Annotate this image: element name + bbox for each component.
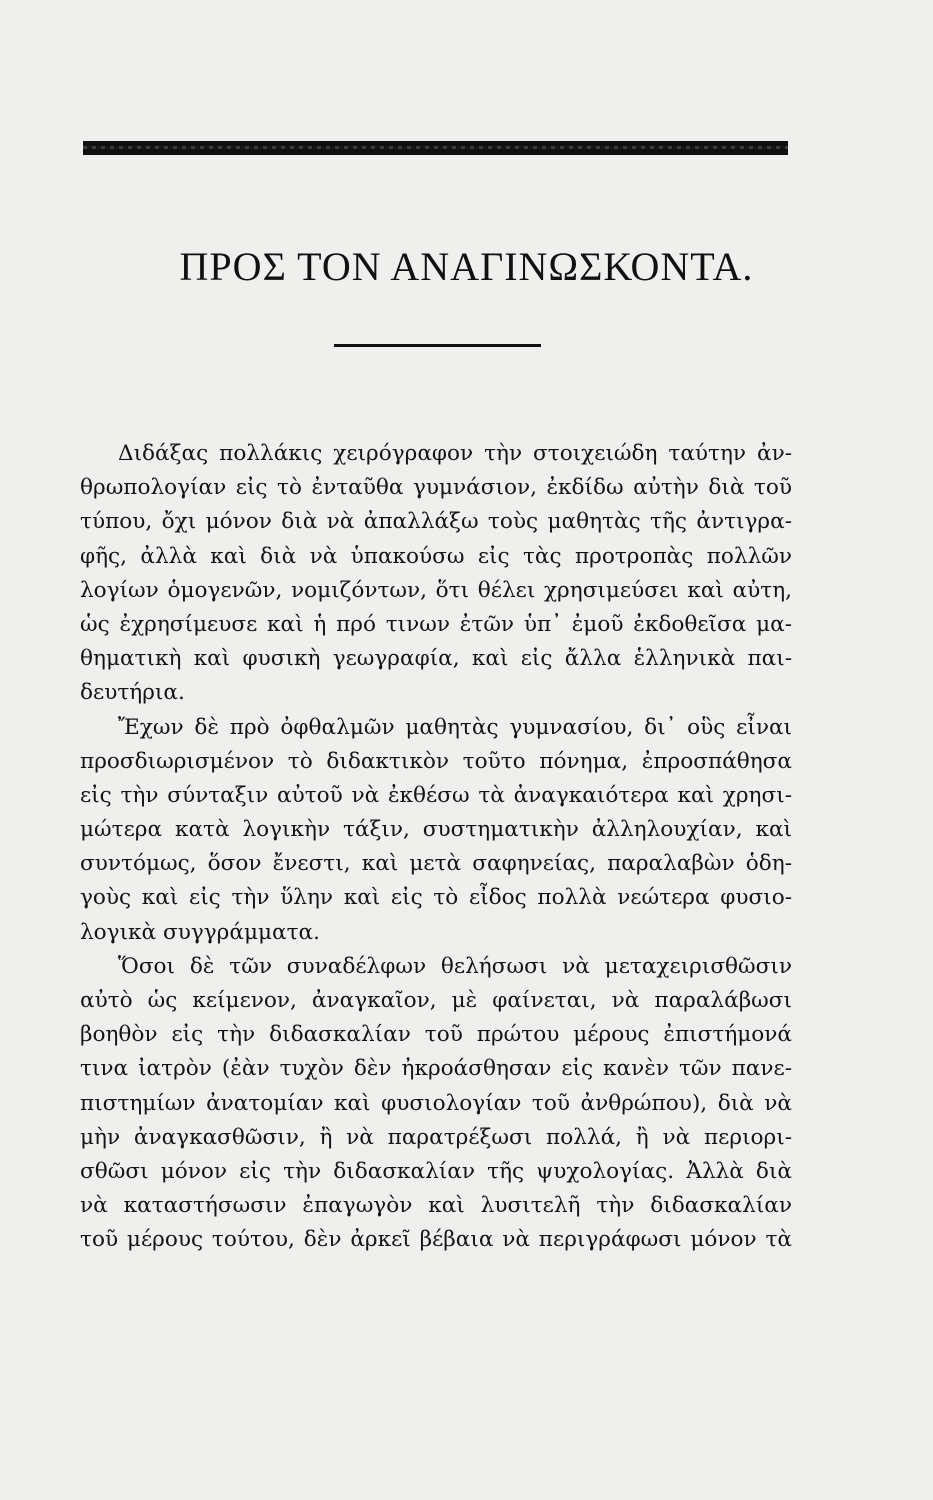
text-line: λογίων ὁμογενῶν, νομιζόντων, ὅτι θέλει χρησιμεύσει καὶ αὐτη, <box>80 577 792 603</box>
text-line: πιστημίων ἀνατομίαν καὶ φυσιολογίαν τοῦ ἀνθρώπου), διὰ νὰ <box>80 1090 792 1116</box>
body-text <box>80 437 792 1258</box>
text-line: τύπου, ὄχι μόνον διὰ νὰ ἀπαλλάξω τοὺς μαθητὰς τῆς ἀντιγρα- <box>80 509 792 535</box>
text-line: θηματικὴ καὶ φυσικὴ γεωγραφία, καὶ εἰς ἄλλα ἑλληνικὰ παι- <box>80 646 792 672</box>
text-line: Ὅσοι δὲ τῶν συναδέλφων θελήσωσι νὰ μεταχειρισθῶσιν <box>118 953 792 979</box>
text-line: Ἔχων δὲ πρὸ ὀφθαλμῶν μαθητὰς γυμνασίου, δι᾽ οὓς εἶναι <box>118 714 792 740</box>
text-line: μὴν ἀναγκασθῶσιν, ἢ νὰ παρατρέξωσι πολλά, ἢ νὰ περιορι- <box>80 1124 792 1150</box>
text-line: τοῦ μέρους τούτου, δὲν ἀρκεῖ βέβαια νὰ περιγράφωσι μόνον τὰ <box>80 1227 792 1253</box>
text-line: αὐτὸ ὡς κείμενον, ἀναγκαῖον, μὲ φαίνεται, νὰ παραλάβωσι <box>80 988 792 1013</box>
text-line: σθῶσι μόνον εἰς τὴν διδασκαλίαν τῆς ψυχολογίας. Ἀλλὰ διὰ <box>80 1158 792 1184</box>
text-line: εἰς τὴν σύνταξιν αὐτοῦ νὰ ἐκθέσω τὰ ἀναγκαιότερα καὶ χρησι- <box>80 782 792 808</box>
text-line: λογικὰ συγγράμματα. <box>80 919 320 945</box>
text-line: Διδάξας πολλάκις χειρόγραφον τὴν στοιχειώδη ταύτην ἀν- <box>118 441 792 466</box>
paragraph-1 <box>80 437 792 711</box>
title-divider <box>334 344 541 347</box>
text-line: βοηθὸν εἰς τὴν διδασκαλίαν τοῦ πρώτου μέρους ἐπιστήμονά <box>80 1022 792 1048</box>
text-line: τινα ἰατρὸν (ἐὰν τυχὸν δὲν ἠκροάσθησαν εἰς κανὲν τῶν πανε- <box>80 1056 792 1082</box>
paragraph-2 <box>80 711 792 950</box>
text-line: θρωπολογίαν εἰς τὸ ἐνταῦθα γυμνάσιον, ἐκδίδω αὐτὴν διὰ τοῦ <box>80 475 792 501</box>
text-line: δευτήρια. <box>80 680 185 706</box>
page-title: ΠΡΟΣ ΤΟΝ ΑΝΑΓΙΝΩΣΚΟΝΤΑ. <box>179 244 754 289</box>
text-line: γοὺς καὶ εἰς τὴν ὕλην καὶ εἰς τὸ εἶδος πολλὰ νεώτερα φυσιο- <box>80 885 792 911</box>
text-line: μώτερα κατὰ λογικὴν τάξιν, συστηματικὴν ἀλληλουχίαν, καὶ <box>80 817 792 843</box>
text-line: ὡς ἐχρησίμευσε καὶ ἡ πρό τινων ἐτῶν ὑπ᾽ ἐμοῦ ἐκδοθεῖσα μα- <box>80 611 792 637</box>
text-line: φῆς, ἀλλὰ καὶ διὰ νὰ ὑπακούσω εἰς τὰς προτροπὰς πολλῶν <box>80 543 792 569</box>
text-line: συντόμως, ὅσον ἔνεστι, καὶ μετὰ σαφηνείας, παραλαβὼν ὁδη- <box>80 851 792 877</box>
text-line: νὰ καταστήσωσιν ἐπαγωγὸν καὶ λυσιτελῆ τὴν διδασκαλίαν <box>80 1193 792 1219</box>
text-line: προσδιωρισμένον τὸ διδακτικὸν τοῦτο πόνημα, ἐπροσπάθησα <box>80 748 792 774</box>
top-decorative-rule <box>83 141 788 155</box>
paragraph-3 <box>80 950 792 1258</box>
